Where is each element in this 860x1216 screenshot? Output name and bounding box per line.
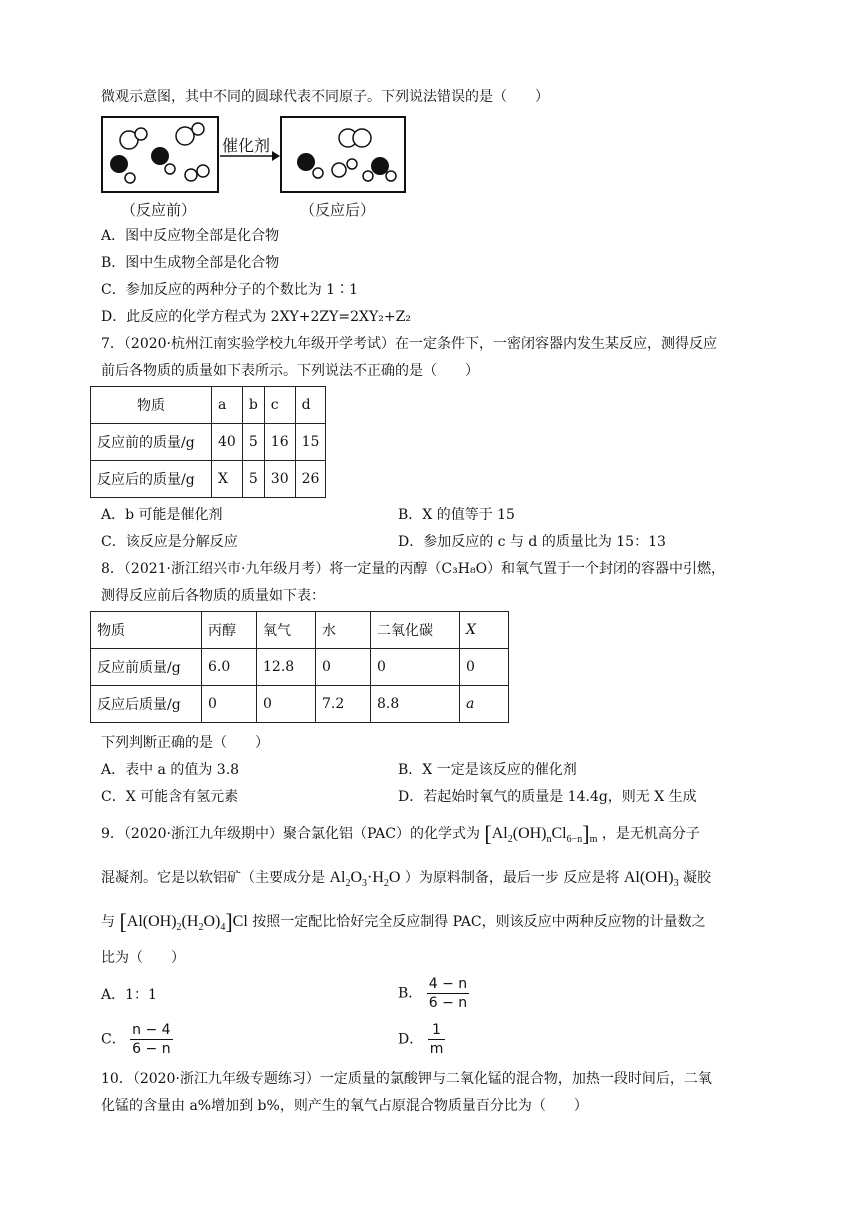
catalyst-label: 催化剂: [222, 136, 271, 155]
table-cell: 0: [371, 649, 460, 686]
q8-stem-line2: 测得反应前后各物质的质量如下表：: [101, 588, 325, 604]
table-cell: 7.2: [316, 686, 371, 723]
q9-line2-text-c: 凝胶: [683, 870, 712, 886]
q9-option-c-label: C．: [101, 1031, 126, 1048]
after-box: [280, 116, 406, 193]
q6-stem: 微观示意图，其中不同的圆球代表不同原子。下列说法错误的是（ ）: [101, 89, 549, 105]
q7-stem-line2: 前后各物质的质量如下表所示。下列说法不正确的是（ ）: [101, 363, 479, 379]
fraction-numerator: n − 4: [132, 1022, 171, 1038]
q7-table: [90, 386, 326, 498]
table-cell: 反应前的质量/g: [91, 424, 212, 461]
table-row: [91, 649, 509, 686]
table-row: [91, 461, 326, 498]
q9-option-b-fraction: [427, 975, 469, 1012]
q9-line2-text-a: 混凝剂。它是以软铝矿（主要成分是: [101, 870, 325, 886]
fraction-denominator: 6 − n: [132, 1041, 171, 1057]
q8-table: [90, 611, 509, 723]
q6-option-b: B．图中生成物全部是化合物: [101, 255, 280, 271]
table-cell: 15: [295, 424, 326, 461]
q9-line2-text-b: ）为原料制备，最后一步 反应是将: [404, 870, 620, 886]
table-cell: a: [460, 686, 509, 723]
table-cell: 反应后质量/g: [91, 686, 202, 723]
q6-option-c: C．参加反应的两种分子的个数比为 1∶1: [101, 282, 358, 298]
table-cell: 0: [316, 649, 371, 686]
q8-after-table: 下列判断正确的是（ ）: [101, 735, 269, 751]
table-cell: X: [212, 461, 243, 498]
aluminum-hydroxide-formula: $Al(OH)_3$: [623, 869, 679, 890]
pac-formula: $[Al_2(OH)_nCl_{6-n}]_m$: [484, 821, 598, 846]
q8-option-d: D．若起始时氧气的质量是 14.4g，则无 X 生成: [398, 789, 697, 805]
table-row: [91, 424, 326, 461]
fraction-denominator: 6 − n: [428, 995, 468, 1011]
table-cell: 物质: [91, 387, 212, 424]
fraction-denominator: m: [429, 1041, 444, 1057]
q8-stem-line1: 8．（2021·浙江绍兴市·九年级月考）将一定量的丙醇（C₃H₈O）和氧气置于一个封闭的容器中引燃，: [101, 561, 726, 577]
q9-option-b-label: B．: [398, 985, 423, 1002]
table-header-row: [91, 387, 326, 424]
q7-option-d: D．参加反应的 c 与 d 的质量比为 15：13: [398, 534, 666, 550]
table-cell: 5: [242, 424, 264, 461]
q9-line1-text-b: ，是无机高分子: [601, 826, 700, 842]
table-cell: 5: [242, 461, 264, 498]
q9-option-c: [101, 1021, 173, 1058]
table-cell: 二氧化碳: [371, 612, 460, 649]
q9-line3: [101, 908, 706, 942]
table-cell: 反应前质量/g: [91, 649, 202, 686]
q7-stem-line1: 7．（2020·杭州江南实验学校九年级开学考试）在一定条件下，一密闭容器内发生某反应，测得反应: [101, 336, 717, 352]
table-cell: c: [264, 387, 295, 424]
q9-line3-text-a: 与: [101, 914, 115, 930]
table-cell: 0: [257, 686, 316, 723]
table-cell: 氧气: [257, 612, 316, 649]
q9-line2: [101, 864, 711, 898]
q9-line1-text-a: 9．（2020·浙江九年级期中）聚合氯化铝（PAC）的化学式为: [101, 826, 480, 842]
table-cell: 水: [316, 612, 371, 649]
table-cell: d: [295, 387, 326, 424]
q9-line4: 比为（ ）: [101, 950, 185, 966]
q9-option-d: [398, 1021, 445, 1058]
table-cell: 反应后的质量/g: [91, 461, 212, 498]
q10-line1: 10．（2020·浙江九年级专题练习）一定质量的氯酸钾与二氧化锰的混合物，加热一段时间后，二氧: [101, 1071, 712, 1087]
q6-option-d: D．此反应的化学方程式为 2XY+2ZY=2XY₂+Z₂: [101, 309, 411, 325]
q9-line1: [101, 820, 700, 854]
table-cell: b: [242, 387, 264, 424]
after-molecules: [282, 118, 404, 191]
table-cell: 丙醇: [202, 612, 257, 649]
table-cell: 26: [295, 461, 326, 498]
table-cell: 物质: [91, 612, 202, 649]
q9-option-d-fraction: [428, 1021, 446, 1058]
table-cell: 0: [460, 649, 509, 686]
table-cell: X: [460, 612, 509, 649]
complex-chloride-formula: $[Al(OH)_2(H_2O)_4]Cl$: [119, 909, 248, 934]
table-cell: 0: [202, 686, 257, 723]
table-cell: 6.0: [202, 649, 257, 686]
fraction-numerator: 1: [428, 1021, 446, 1040]
q7-option-b: B．X 的值等于 15: [398, 507, 515, 523]
q9-option-b: [398, 975, 469, 1012]
q7-option-c: C．该反应是分解反应: [101, 534, 238, 550]
table-cell: a: [212, 387, 243, 424]
q9-option-c-fraction: [130, 1021, 172, 1058]
q8-option-b: B．X 一定是该反应的催化剂: [398, 762, 577, 778]
after-label: （反应后）: [300, 201, 376, 219]
q6-option-a: A．图中反应物全部是化合物: [101, 228, 280, 244]
q7-option-a: A．b 可能是催化剂: [101, 507, 223, 523]
alumina-hydrate-formula: $Al_2O_3\cdot H_2O$: [329, 869, 401, 890]
table-cell: 12.8: [257, 649, 316, 686]
q9-option-a: A．1：1: [101, 987, 157, 1003]
q8-option-c: C．X 可能含有氢元素: [101, 789, 239, 805]
q9-option-d-label: D．: [398, 1031, 424, 1048]
before-label: （反应前）: [121, 201, 197, 219]
table-row: [91, 686, 509, 723]
q9-line3-text-b: 按照一定配比恰好完全反应制得 PAC，则该反应中两种反应物的计量数之: [252, 914, 706, 930]
table-cell: 30: [264, 461, 295, 498]
table-cell: 16: [264, 424, 295, 461]
before-box: [101, 116, 219, 193]
reaction-arrow-icon: [220, 150, 280, 162]
q8-option-a: A．表中 a 的值为 3.8: [101, 762, 240, 778]
fraction-numerator: 4 − n: [428, 976, 468, 992]
table-header-row: [91, 612, 509, 649]
q10-line2: 化锰的含量由 a%增加到 b%，则产生的氧气占原混合物质量百分比为（ ）: [101, 1098, 588, 1114]
table-cell: 40: [212, 424, 243, 461]
table-cell: 8.8: [371, 686, 460, 723]
before-molecules: [103, 118, 217, 191]
